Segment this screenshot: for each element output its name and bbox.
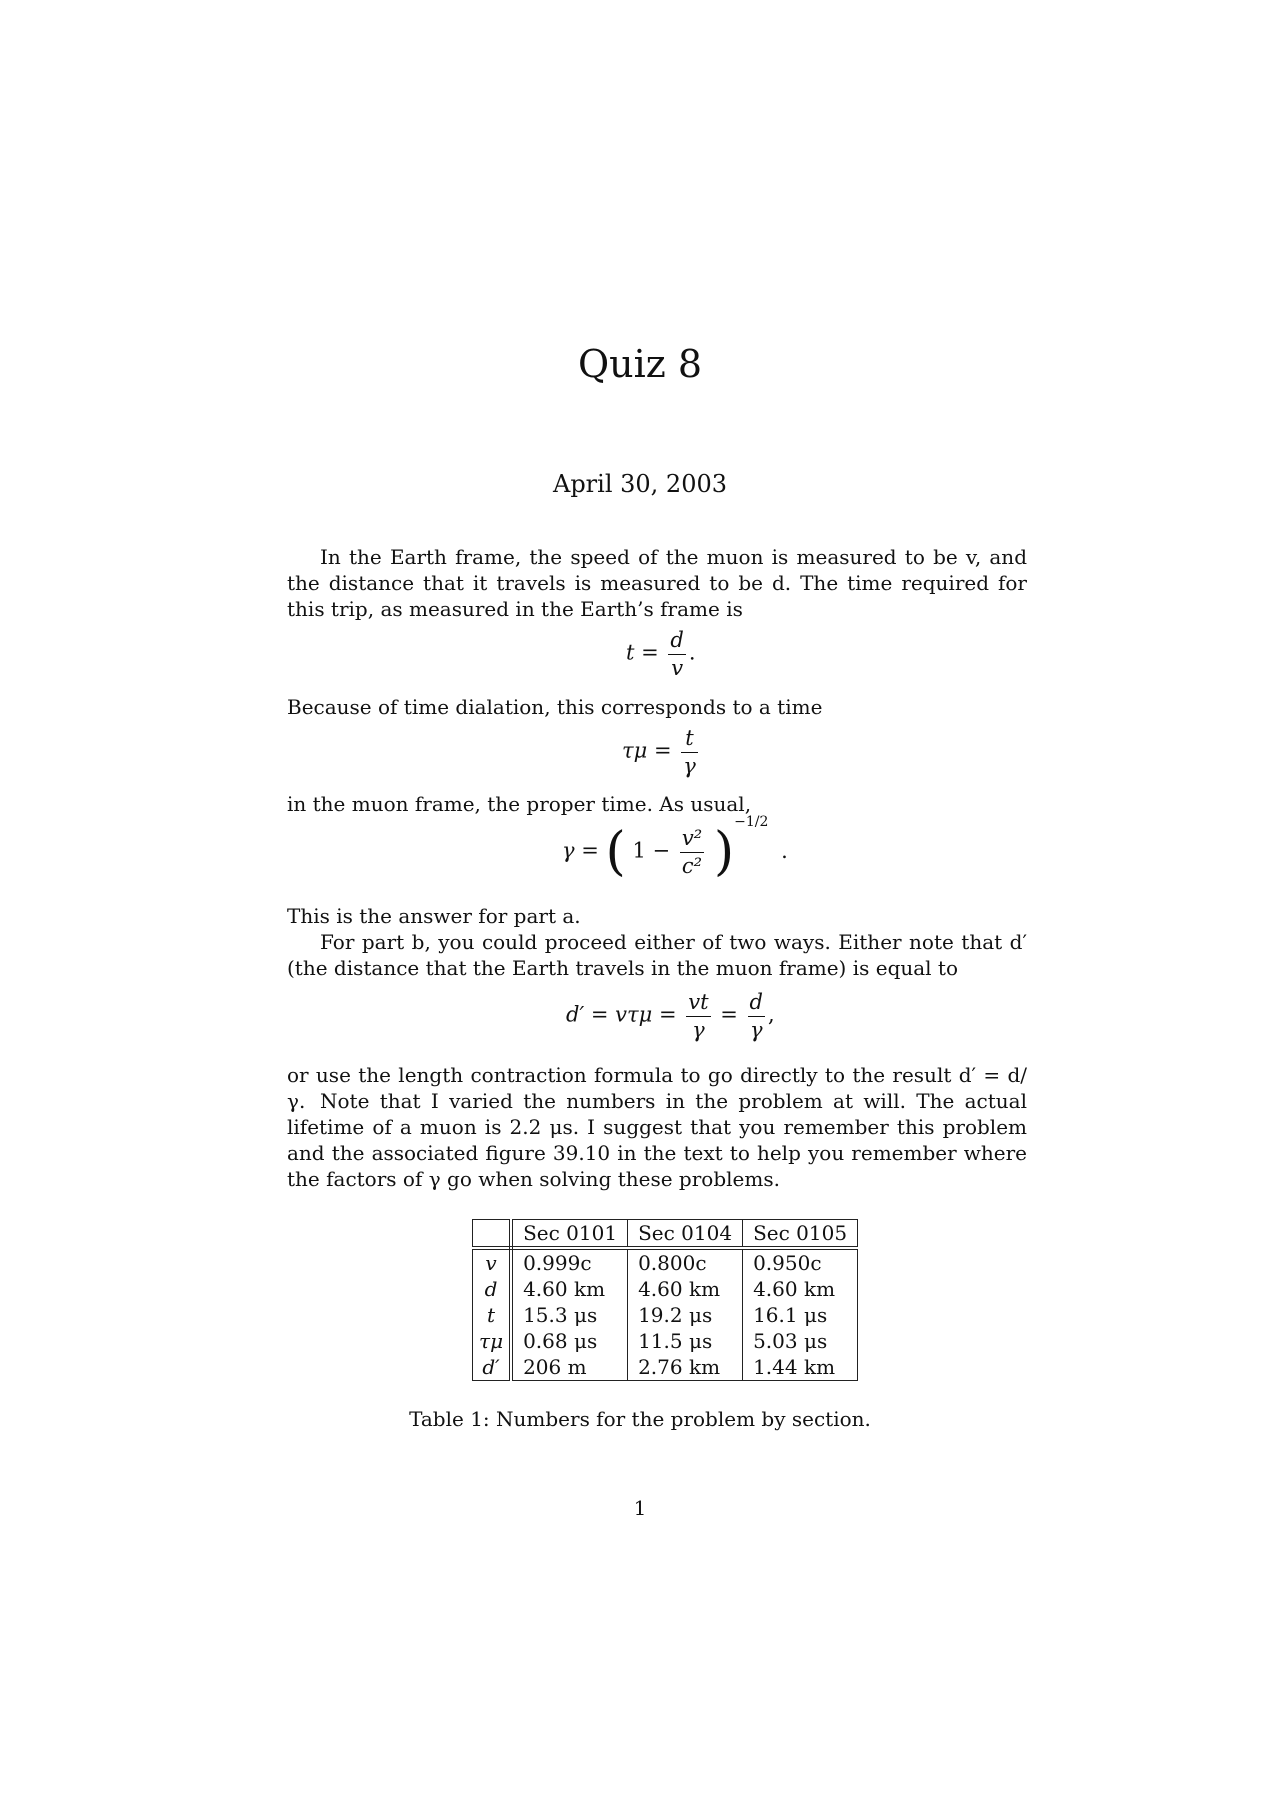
table-row-label: d′ <box>473 1354 512 1381</box>
equation-gamma: γ = ( 1 − $\frac{\text{v²}}{\text{c²}}$ )$^{-1/2}$ . <box>562 813 788 882</box>
table-row-label: v <box>473 1248 512 1276</box>
paragraph-part-a: This is the answer for part a. <box>287 904 581 928</box>
table-cell: 15.3 μs <box>511 1302 628 1328</box>
eq-dist-num2: d <box>749 990 763 1014</box>
paragraph-intro: In the Earth frame, the speed of the muon is measured to be v, and the distance that it travels is measured to be d. The time required for this trip, as measured in the Earth’s frame is <box>287 545 1027 621</box>
table-header: Sec 0104 <box>628 1220 743 1249</box>
table-cell: 2.76 km <box>628 1354 743 1381</box>
eq-gamma-exponent: −1/2 <box>734 813 769 830</box>
table-row <box>473 1276 858 1302</box>
table-cell: 11.5 μs <box>628 1328 743 1354</box>
equation-time: t = $\frac{d}{v}$ . <box>626 628 696 680</box>
fraction-bar <box>748 1016 765 1017</box>
paragraph-contraction: or use the length contraction formula to go directly to the result d′ = d/γ. <box>287 1063 1027 1113</box>
document-title: Quiz 8 <box>577 342 703 386</box>
eq-proper-lhs: τμ = <box>622 738 672 763</box>
numbers-table <box>472 1219 858 1381</box>
eq-time-lhs: t = <box>626 640 659 665</box>
table-caption: Table 1: Numbers for the problem by section. <box>409 1407 871 1431</box>
eq-time-fraction <box>668 628 685 680</box>
right-paren: ) <box>713 822 735 882</box>
paragraph-dilation: Because of time dialation, this corresponds to a time <box>287 695 823 719</box>
fraction-bar <box>681 752 698 753</box>
left-paren: ( <box>605 822 626 882</box>
eq-proper-num: t <box>685 726 694 750</box>
eq-time-num: d <box>670 628 684 652</box>
table-header: Sec 0101 <box>511 1220 628 1249</box>
paragraph-part-b: For part b, you could proceed either of two ways. Either note that d′ (the distance that the Earth travels in the muon frame) is equal to <box>287 930 1027 980</box>
eq-dist-num1: vt <box>688 990 709 1014</box>
table-row <box>473 1302 858 1328</box>
eq-proper-fraction <box>681 726 698 778</box>
table-row <box>473 1354 858 1381</box>
eq-proper-den: γ <box>683 754 696 778</box>
table-cell: 0.999c <box>511 1248 628 1276</box>
table-cell: 16.1 μs <box>743 1302 858 1328</box>
eq-dist-den1: γ <box>692 1018 705 1042</box>
table-row-label: τμ <box>473 1328 512 1354</box>
table-cell: 4.60 km <box>628 1276 743 1302</box>
table-cell: 0.950c <box>743 1248 858 1276</box>
table-header-row <box>473 1220 858 1249</box>
document-date: April 30, 2003 <box>552 470 728 498</box>
table-row <box>473 1248 858 1276</box>
table-cell: 0.800c <box>628 1248 743 1276</box>
table-row-label: t <box>473 1302 512 1328</box>
table-cell: 1.44 km <box>743 1354 858 1381</box>
eq-dist-den2: γ <box>749 1018 763 1042</box>
table-cell: 5.03 μs <box>743 1328 858 1354</box>
eq-gamma-fraction <box>680 826 704 878</box>
eq-gamma-lhs: γ = <box>562 838 599 863</box>
fraction-bar <box>686 1016 710 1017</box>
equation-proper-time <box>622 726 701 778</box>
eq-gamma-num: v² <box>681 826 703 850</box>
eq-dist-lhs: d′ = vτμ = <box>566 1002 677 1027</box>
table-cell: 0.68 μs <box>511 1328 628 1354</box>
eq-dist-fraction-2 <box>748 990 765 1042</box>
fraction-bar <box>680 852 704 853</box>
paragraph-muon-frame: in the muon frame, the proper time. As usual, <box>287 792 752 816</box>
equation-distance: d′ = vτμ = $\frac{vt}{\gamma}$ = $\frac{d}{\gamma}$ , <box>566 990 775 1042</box>
eq-dist-fraction-1 <box>686 990 710 1042</box>
table-corner-cell <box>473 1220 512 1249</box>
table-row <box>473 1328 858 1354</box>
table-cell: 4.60 km <box>511 1276 628 1302</box>
table-cell: 19.2 μs <box>628 1302 743 1328</box>
table-cell: 206 m <box>511 1354 628 1381</box>
eq-gamma-one: 1 − <box>632 838 671 863</box>
fraction-bar <box>668 654 685 655</box>
paragraph-note: Note that I varied the numbers in the problem at will. The actual lifetime of a muon is 2.2 μs. I suggest that you remember this problem and the associated figure 39.10 in the text to help you remember where the factors of γ go when solving these problems. <box>287 1089 1027 1191</box>
table-header: Sec 0105 <box>743 1220 858 1249</box>
eq-time-den: v <box>671 656 684 680</box>
eq-gamma-den: c² <box>681 854 703 878</box>
table-cell: 4.60 km <box>743 1276 858 1302</box>
table-row-label: d <box>473 1276 512 1302</box>
page-number: 1 <box>633 1496 647 1520</box>
